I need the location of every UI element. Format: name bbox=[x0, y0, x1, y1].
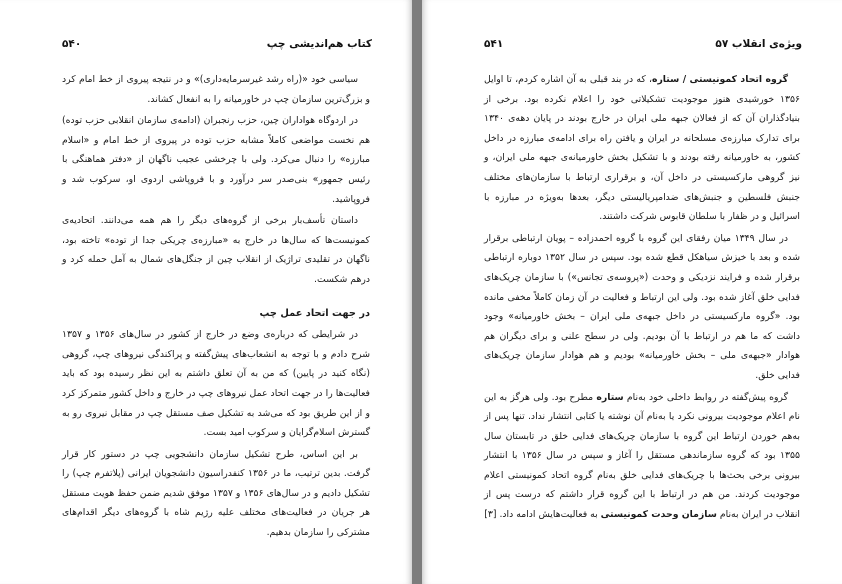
paragraph: بر این اساس، طرح تشکیل سازمان دانشجویی چپ در دستور کار قرار گرفت. بدین ترتیب، ما در ۱۳۵۶ کنفدراسیون دانشجویان ایرانی (پلاتفرم چپ) را تشکیل دادیم و در سال‌های ۱۳۵۶ و ۱۳۵۷ موفق شدیم ضمن حفظ هویت مستقل هر جریان در فعالیت‌های مختلف علیه رژیم شاه با گروه‌های دیگر اقدام‌های مشترکی را سازمان بدهیم. bbox=[62, 448, 370, 539]
left-page-number: ۵۴۰ bbox=[62, 38, 82, 50]
left-page-header bbox=[62, 38, 372, 56]
right-page-header bbox=[484, 38, 802, 56]
paragraph: در شرایطی که درباره‌ی وضع در خارج از کشور در سال‌های ۱۳۵۶ و ۱۳۵۷ شرح دادم و با توجه به انشعاب‌های پیش‌گفته و پراکندگی نیروهای چپ، گروهی (نگاه کنید در پایین) که من به آن تعلق داشتم به این نظر رسیده بود که باید فعالیت‌ها را در جهت اتحاد عمل نیروهای چپ در خارج و داخل کشور متمرکز کرد و از این طریق بود که می‌شد به تشکیل صف مستقل چپ در مقابل نیروی رو به گسترش اسلام‌گرایان و سرکوب امید بست. bbox=[62, 329, 370, 439]
paragraph-text: به فعالیت‌هایش ادامه داد. [۳] bbox=[484, 509, 601, 521]
paragraph: داستان تأسف‌بار برخی از گروه‌های دیگر را هم همه می‌دانند. اتحادیه‌ی کمونیست‌ها که سال‌ها در خارج به «مبارزه‌ی چریکی جدا از توده» تاخته بود، ناگهان در تقلیدی تراژیک از انقلاب چین از جنگل‌های شمال به آمل حمله کرد و درهم شکست. bbox=[62, 215, 370, 285]
bold-term: سازمان وحدت کمونیستی bbox=[600, 509, 717, 521]
bold-term: گروه اتحاد کمونیستی / ستاره bbox=[651, 74, 788, 85]
paragraph bbox=[484, 70, 800, 227]
paragraph-text: ، که در بند قبلی به آن اشاره کردم، تا اوایل ۱۳۵۶ خورشیدی هنوز موجودیت تشکیلاتی خود را اعلام نکرده بود. برخی از بنیادگذاران آن که از فعالان جبهه ملی ایران در خارج بودند در پایان دهه‌ی ۱۳۴۰ برای تدارک مبارزه‌ی مسلحانه در ایران و یافتن راه برای ادامه‌ی مبارزه در داخل کشور، به خاورمیانه رفته بودند و با تشکیل بخش خاورمیانه‌ی جبهه ملی ایران، و نیز گروهی مارکسیستی در داخل آن، و برقراری ارتباط با سازمان‌های مختلف جنبش فلسطین و جنبش‌های ضدامپریالیستی دیگر، بعدها به‌ویژه در مبارزه با اسرائیل و در ظفار با سلطان قابوس شرکت داشتند. bbox=[484, 74, 800, 223]
right-page bbox=[422, 0, 842, 584]
paragraph-text: گروه پیش‌گفته در روابط داخلی خود به‌نام bbox=[623, 391, 788, 403]
paragraph bbox=[484, 388, 800, 525]
right-header-title: ویژه‌ی انقلاب ۵۷ bbox=[715, 38, 802, 50]
right-page-body bbox=[484, 70, 800, 527]
left-page bbox=[0, 0, 412, 584]
section-heading: در جهت اتحاد عمل چپ bbox=[259, 307, 370, 319]
paragraph: سیاسی خود «(راه رشد غیرسرمایه‌داری)» و در نتیجه پیروی از خط امام کرد و بزرگ‌ترین سازمان چپ در خاورمیانه را به انفعال کشاند. bbox=[62, 74, 370, 105]
left-page-body bbox=[62, 70, 370, 545]
paragraph-text: مطرح بود. ولی هرگز به این نام اعلام موجودیت بیرونی نکرد یا به‌نام آن نوشته یا کتابی انتشار نداد. تنها پس از به‌هم خوردن ارتباط این گروه با سازمان چریک‌های فدایی خلق در تابستان سال ۱۳۵۵ بود که گروه سازماندهی مستقل را آغاز و سپس در سال ۱۳۵۶ با انتشار بیرونی برخی بحث‌ها با چریک‌های فدایی خلق به‌نام گروه اتحاد کمونیستی اعلام موجودیت کردند. من هم در ارتباط با این گروه قرار داشتم که درست پس از انقلاب در ایران به‌نام bbox=[484, 391, 800, 521]
right-page-number: ۵۴۱ bbox=[484, 38, 504, 50]
left-header-title: کتاب هم‌اندیشی چپ bbox=[266, 38, 372, 50]
paragraph: در اردوگاه هواداران چین، حزب رنجبران (ادامه‌ی سازمان انقلابی حزب توده) هم نخست مواضعی کاملاً مشابه حزب توده در پیروی از خط امام و «اسلام مبارزه» را دنبال می‌کرد. ولی با چرخشی عجیب ناگهان از «دفتر هماهنگی با رئیس جمهور» بنی‌صدر سر درآورد و با فروپاشی اردوی او، سرکوب شد و فروپاشید. bbox=[62, 115, 370, 205]
book-gutter bbox=[412, 0, 422, 584]
bold-term: ستاره bbox=[596, 391, 624, 403]
paragraph: در سال ۱۳۴۹ میان رفقای این گروه با گروه احمدزاده – پویان ارتباطی برقرار شده و بعد با خیزش سیاهکل قطع شده بود. سپس در سال ۱۳۵۲ دوباره ارتباطی برقرار شده و فرایند نزدیکی و وحدت («پروسه‌ی تجانس») با سازمان چریک‌های فدایی خلق آغاز شده بود. ولی این ارتباط و فعالیت در آن زمان کاملاً مخفی مانده بود. «گروه مارکسیستی در داخل جبهه‌ی ملی ایران – بخش خاورمیانه» وجود داشت که ما هم در ارتباط با آن بودیم. ولی در سطح علنی و برای دیگران هم هوادار «جبهه‌ی ملی – بخش خاورمیانه» بودیم و هم هوادار سازمان چریک‌های فدایی خلق. bbox=[484, 232, 800, 381]
